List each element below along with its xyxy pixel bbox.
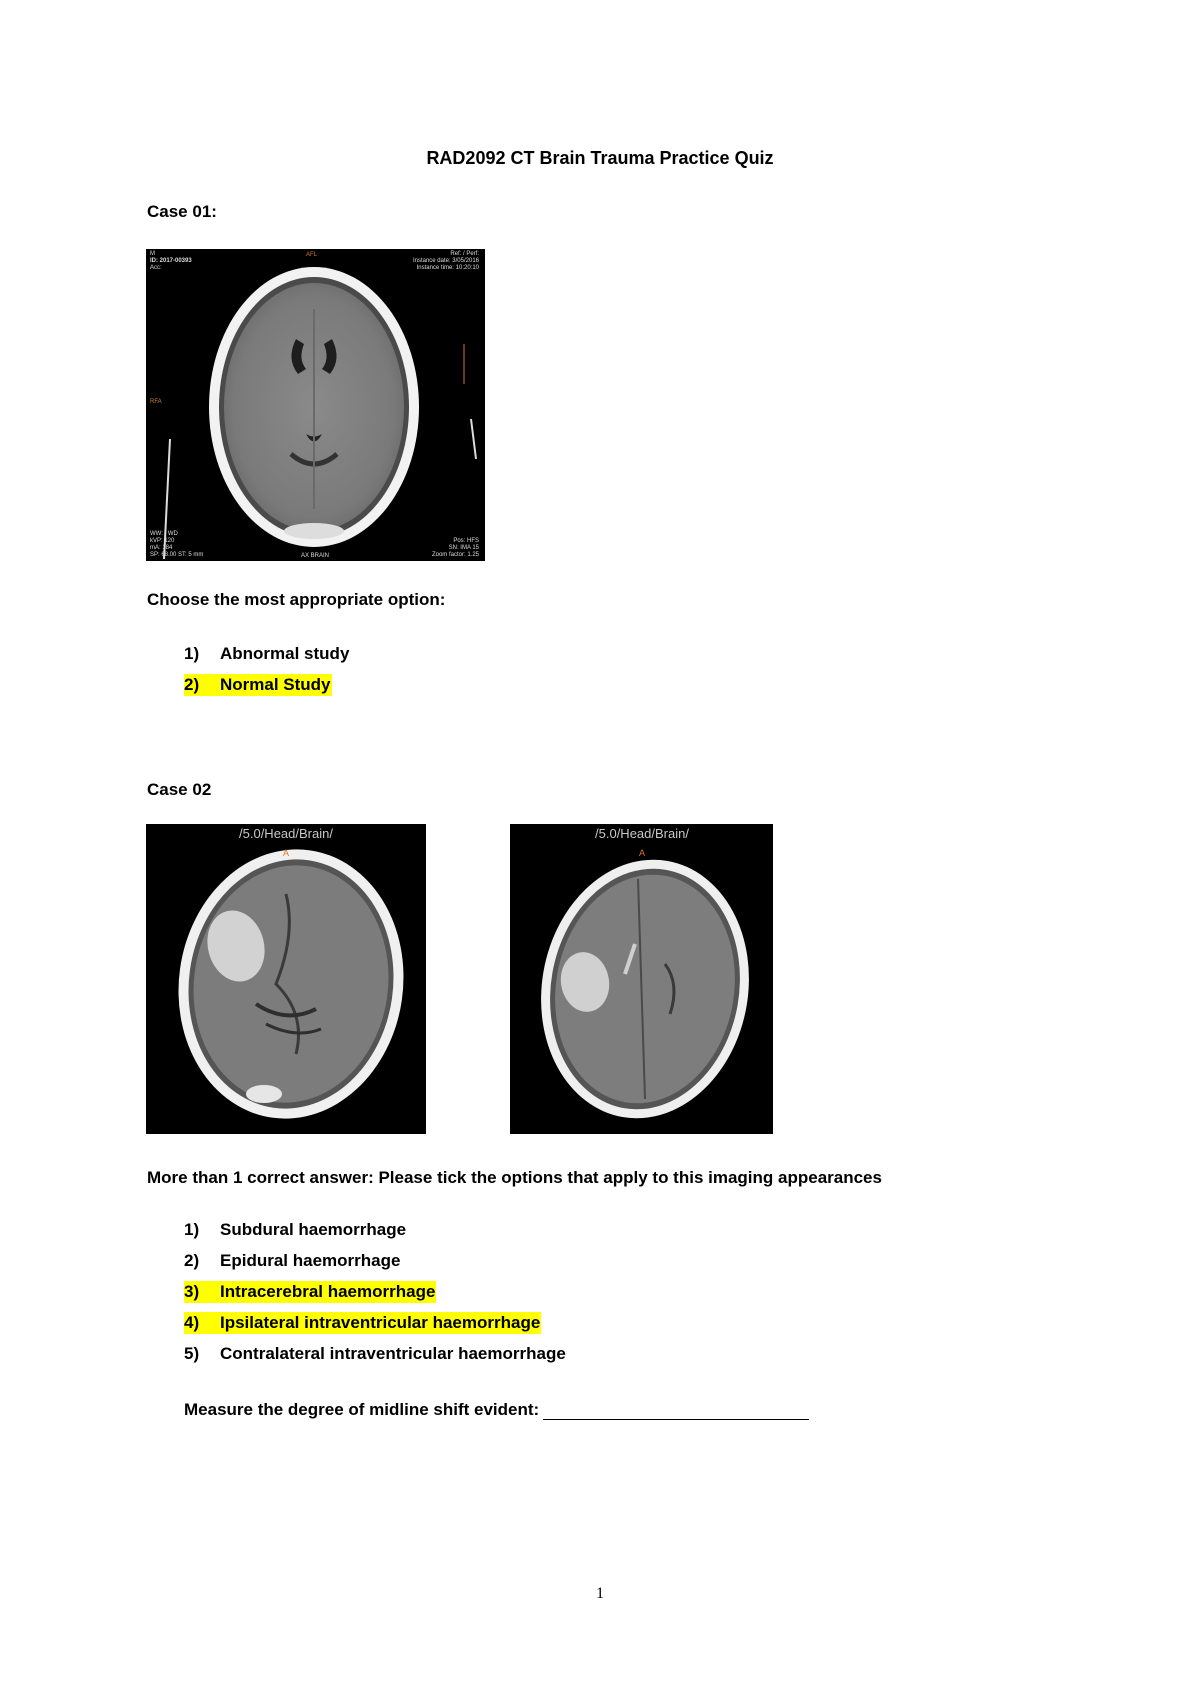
overlay-text: M xyxy=(150,251,155,257)
case-02-option-1[interactable] xyxy=(184,1219,566,1250)
case-02-prompt: More than 1 correct answer: Please tick the options that apply to this imaging appearances xyxy=(147,1168,882,1187)
midline-shift-prompt: Measure the degree of midline shift evident: xyxy=(184,1400,540,1419)
option-number: 2) xyxy=(184,1251,200,1270)
scan-anterior-marker: A xyxy=(282,848,290,858)
overlay-text: kVP: 120 xyxy=(150,538,175,544)
case-02-ct-scan-1 xyxy=(146,824,426,1134)
case-01-options xyxy=(184,643,349,705)
option-text-highlighted: Intracerebral haemorrhage xyxy=(220,1282,436,1301)
option-text: Contralateral intraventricular haemorrhage xyxy=(220,1344,566,1363)
overlay-text: WW: / WD xyxy=(150,531,178,537)
case-01-heading: Case 01: xyxy=(147,202,217,221)
option-number: 3) xyxy=(184,1282,200,1301)
case-02-ct-image-1 xyxy=(146,824,426,1134)
midline-shift-answer-blank[interactable] xyxy=(543,1401,809,1420)
case-01-option-1[interactable] xyxy=(184,643,349,674)
option-text-highlighted: Ipsilateral intraventricular haemorrhage xyxy=(220,1313,541,1332)
scan-anterior-marker: A xyxy=(638,848,646,858)
overlay-text: SP: 68.00 ST: 5 mm xyxy=(150,552,204,558)
option-number: 2) xyxy=(184,675,200,694)
case-02-ct-image-2 xyxy=(510,824,773,1134)
overlay-text: Instance time: 10:20:10 xyxy=(416,265,479,271)
overlay-text: mA: 184 xyxy=(150,545,173,551)
case-02-heading: Case 02 xyxy=(147,780,212,799)
case-01-prompt: Choose the most appropriate option: xyxy=(147,590,446,609)
case-01-ct-image xyxy=(146,249,485,561)
case-02-ct-scan-2 xyxy=(510,824,773,1134)
option-number: 1) xyxy=(184,1220,200,1239)
midline-shift-question xyxy=(184,1400,809,1420)
case-01-option-2[interactable] xyxy=(184,674,349,705)
case-01-overlay-top-right xyxy=(413,251,479,272)
case-01-overlay-top-center: AFL xyxy=(306,252,318,258)
case-01-ct-scan xyxy=(146,249,485,561)
scan-series-label: /5.0/Head/Brain/ xyxy=(595,826,689,841)
option-number: 4) xyxy=(184,1313,200,1332)
option-text: Epidural haemorrhage xyxy=(220,1251,401,1270)
case-02-option-4[interactable] xyxy=(184,1312,566,1343)
case-01-overlay-bottom-center: AX BRAIN xyxy=(301,553,330,559)
case-02-option-3[interactable] xyxy=(184,1281,566,1312)
overlay-text: Instance date: 3/05/2016 xyxy=(412,258,479,264)
option-text-highlighted: Normal Study xyxy=(220,675,331,694)
option-number: 1) xyxy=(184,644,200,663)
document-title: RAD2092 CT Brain Trauma Practice Quiz xyxy=(426,148,774,168)
overlay-text: Pos: HFS xyxy=(453,538,479,544)
case-01-overlay-left-side: RFA xyxy=(150,399,162,405)
case-02-option-5[interactable] xyxy=(184,1343,566,1374)
case-02-options xyxy=(184,1219,566,1374)
overlay-text: Acc: xyxy=(150,265,162,271)
case-01-overlay-bottom-right xyxy=(432,538,479,559)
case-02-option-2[interactable] xyxy=(184,1250,566,1281)
overlay-text: Zoom factor: 1.25 xyxy=(431,552,479,558)
overlay-text: ID: 2017-00393 xyxy=(150,258,192,264)
case-01-overlay-bottom-left xyxy=(150,531,203,559)
option-number: 5) xyxy=(184,1344,200,1363)
scan-series-label: /5.0/Head/Brain/ xyxy=(239,826,333,841)
overlay-text: Ref: / Perf: xyxy=(450,251,479,257)
overlay-text: SN: IMA 15 xyxy=(448,545,479,551)
option-text: Subdural haemorrhage xyxy=(220,1220,407,1239)
case-01-overlay-top-left xyxy=(150,251,192,272)
option-text: Abnormal study xyxy=(220,644,350,663)
page-number: 1 xyxy=(596,1585,604,1602)
